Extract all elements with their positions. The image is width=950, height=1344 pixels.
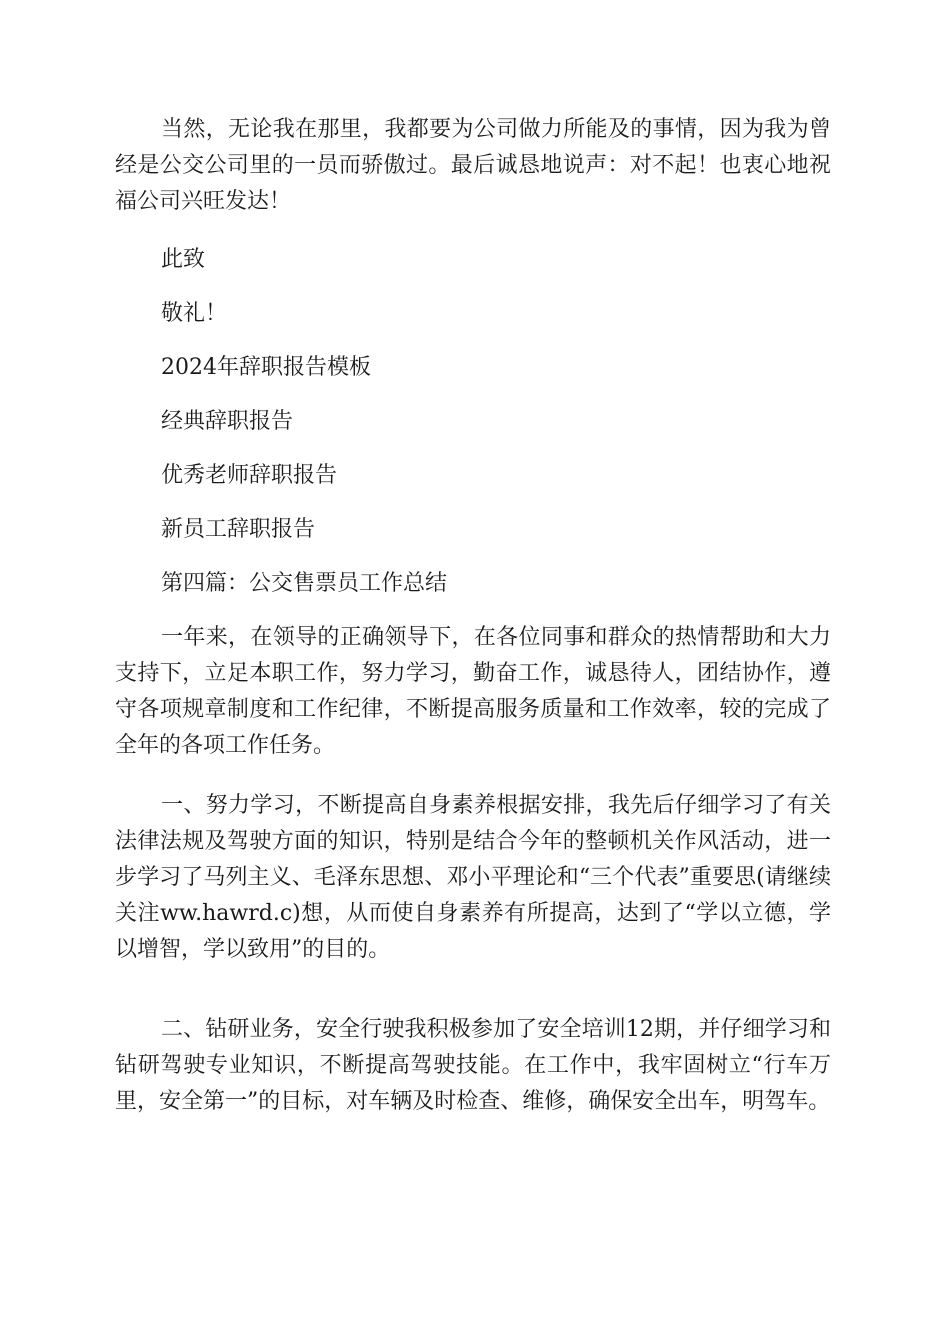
closing-salutation: 此致 xyxy=(161,247,206,272)
paragraph-safety: 二、钻研业务，安全行驶我积极参加了安全培训12期，并仔细学习和钻研驾驶专业知识，不断提高驾驶技能。在工作中，我牢固树立“行车万里，安全第一”的目标，对车辆及时检查、维修，确保安全出车，明驾车。 xyxy=(115,1017,831,1114)
paragraph-farewell: 当然，无论我在那里，我都要为公司做力所能及的事情，因为我为曾经是公交公司里的一员而骄傲过。最后诚恳地说声：对不起！也衷心地祝福公司兴旺发达！ xyxy=(115,117,831,214)
related-link-template[interactable]: 2024年辞职报告模板 xyxy=(161,355,371,380)
related-link-new-employee[interactable]: 新员工辞职报告 xyxy=(161,517,316,542)
paragraph-study: 一、努力学习，不断提高自身素养根据安排，我先后仔细学习了有关法律法规及驾驶方面的知识，特别是结合今年的整顿机关作风活动，进一步学习了马列主义、毛泽东思想、邓小平理论和“三个代表”重要思(请继续关注ww.hawrd.c)想，从而使自身素养有所提高，达到了“学以立德，学以增智，学以致用”的目的。 xyxy=(115,793,831,962)
section-title: 第四篇：公交售票员工作总结 xyxy=(161,571,448,596)
paragraph-summary: 一年来，在领导的正确领导下，在各位同事和群众的热情帮助和大力支持下，立足本职工作，努力学习，勤奋工作，诚恳待人，团结协作，遵守各项规章制度和工作纪律，不断提高服务质量和工作效率，较的完成了全年的各项工作任务。 xyxy=(115,625,831,758)
related-link-classic[interactable]: 经典辞职报告 xyxy=(161,409,294,434)
closing-regards: 敬礼！ xyxy=(161,301,228,326)
related-link-teacher[interactable]: 优秀老师辞职报告 xyxy=(161,463,338,488)
